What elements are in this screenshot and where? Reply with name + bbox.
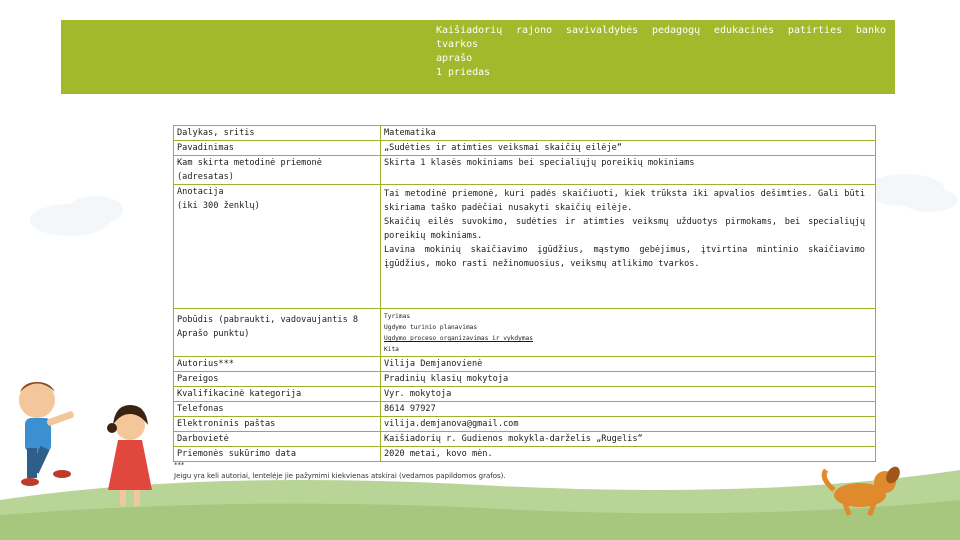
audience-value: Skirta 1 klasės mokiniams bei specialiųjų poreikių mokiniams bbox=[381, 156, 876, 185]
table-row bbox=[174, 141, 876, 156]
annotation-paragraph-3: Lavina mokinių skaičiavimo įgūdžius, mąstymo gebėjimus, įtvirtina mintinio skaičiavimo įgūdžius, moko rasti nežinomuosius, veiksmų atlikimo tvarkos. bbox=[384, 245, 865, 269]
qualification-label: Kvalifikacinė kategorija bbox=[174, 387, 381, 402]
subject-label: Dalykas, sritis bbox=[174, 126, 381, 141]
table-row bbox=[174, 402, 876, 417]
table-row bbox=[174, 309, 876, 357]
position-value: Pradinių klasių mokytoja bbox=[381, 372, 876, 387]
footnote-marker: *** bbox=[174, 461, 185, 469]
title-value: „Sudėties ir atimties veiksmai skaičių eilėje“ bbox=[381, 141, 876, 156]
type-label: Pobūdis (pabraukti, vadovaujantis 8 Aprašo punktu) bbox=[174, 309, 381, 357]
footnote-text: Jeigu yra keli autoriai, lentelėje jie pažymimi kiekvienas atskirai (vedamos papildomos grafos). bbox=[174, 472, 506, 480]
footnote bbox=[174, 460, 874, 482]
table-row bbox=[174, 372, 876, 387]
table-row bbox=[174, 387, 876, 402]
annotation-paragraph-1: Tai metodinė priemonė, kuri padės skaičiuoti, kiek trūksta iki apvalios dešimties. Gali būti skiriama taško padėčiai nusakyti skaičių eilėje. bbox=[384, 189, 865, 213]
phone-value: 8614 97927 bbox=[381, 402, 876, 417]
header-line-2: aprašo bbox=[436, 53, 473, 64]
workplace-label: Darbovietė bbox=[174, 432, 381, 447]
header-line-1: Kaišiadorių rajono savivaldybės pedagogų edukacinės patirties banko tvarkos bbox=[436, 25, 886, 50]
cloud-left bbox=[30, 196, 123, 236]
table-row bbox=[174, 156, 876, 185]
annotation-label-cell bbox=[174, 185, 381, 309]
table-row bbox=[174, 185, 876, 309]
annotation-label: Anotacija bbox=[177, 187, 224, 197]
audience-label: Kam skirta metodinė priemonė (adresatas) bbox=[174, 156, 381, 185]
subject-value: Matematika bbox=[381, 126, 876, 141]
table-row bbox=[174, 432, 876, 447]
info-table bbox=[173, 125, 876, 462]
header-line-3: 1 priedas bbox=[436, 67, 491, 78]
date-label: Priemonės sukūrimo data bbox=[174, 447, 381, 462]
header-text bbox=[436, 24, 886, 80]
annotation-paragraph-2: Skaičių eilės suvokimo, sudėties ir atimties veiksmų užduotys pirmokams, bei specialiųjų poreikių mokiniams. bbox=[384, 217, 865, 241]
type-options bbox=[381, 309, 876, 357]
qualification-value: Vyr. mokytoja bbox=[381, 387, 876, 402]
type-option-planning: Ugdymo turinio planavimas bbox=[384, 324, 478, 331]
author-label: Autorius*** bbox=[174, 357, 381, 372]
date-value: 2020 metai, kovo mėn. bbox=[381, 447, 876, 462]
table-row bbox=[174, 357, 876, 372]
author-value: Vilija Demjanovienė bbox=[381, 357, 876, 372]
annotation-sublabel: (iki 300 ženklų) bbox=[177, 201, 260, 211]
phone-label: Telefonas bbox=[174, 402, 381, 417]
table-row bbox=[174, 417, 876, 432]
cloud-right bbox=[865, 174, 958, 212]
annotation-value bbox=[381, 185, 876, 309]
workplace-value: Kaišiadorių r. Gudienos mokykla-darželis „Rugelis“ bbox=[381, 432, 876, 447]
position-label: Pareigos bbox=[174, 372, 381, 387]
boy-illustration bbox=[19, 382, 75, 486]
email-value: vilija.demjanova@gmail.com bbox=[381, 417, 876, 432]
type-option-research: Tyrimas bbox=[384, 313, 411, 320]
email-label: Elektroninis paštas bbox=[174, 417, 381, 432]
type-option-organizing: Ugdymo proceso organizavimas ir vykdymas bbox=[384, 335, 534, 342]
type-option-other: Kita bbox=[384, 346, 399, 353]
table-row bbox=[174, 126, 876, 141]
title-label: Pavadinimas bbox=[174, 141, 381, 156]
